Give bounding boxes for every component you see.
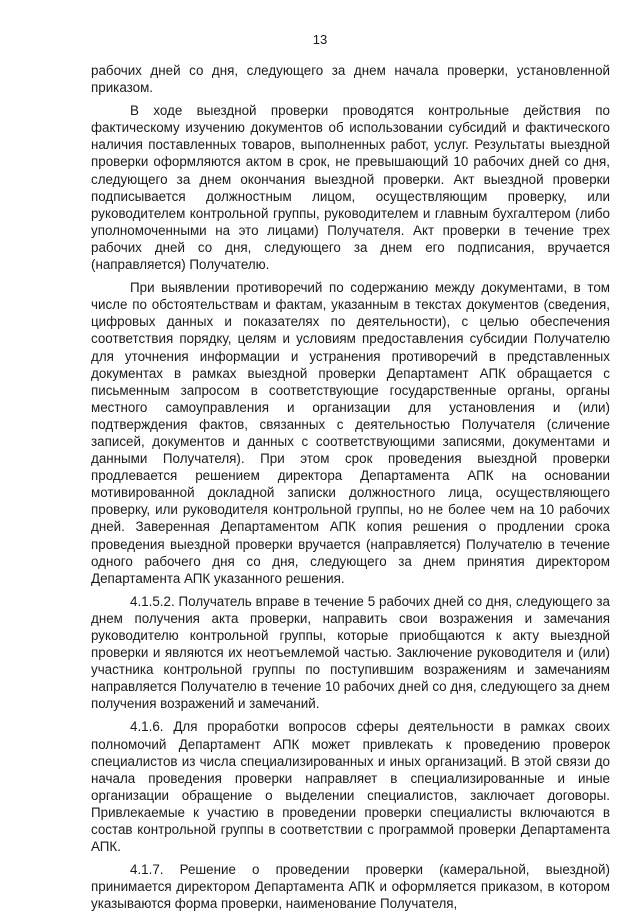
paragraph-field-inspection: В ходе выездной проверки проводятся контрольные действия по фактическому изучению документов об использовании субсидий и фактического наличия поставленных товаров, выполненных работ, услуг. Результаты выездной проверки оформляются актом в срок, не превышающий 10 рабочих дней со дня, следующего за днем окончания выездной проверки. Акт выездной проверки подписывается должностным лицом, осуществляющим проверку, или руководителем контрольной группы, руководителем и главным бухгалтером (либо уполномоченными на это лицами) Получателя. Акт проверки в течение трех рабочих дней со дня, следующего за днем его подписания, вручается (направляется) Получателю. xyxy=(91,103,610,273)
paragraph-4-1-6: 4.1.6. Для проработки вопросов сферы деятельности в рамках своих полномочий Департамент АПК может привлекать к проведению проверок специалистов из числа специализированных и иных организаций. В этой связи до начала проведения проверки направляет в специализированные и иные организации обращение о выделении специалистов, заключает договоры. Привлекаемые к участию в проведении проверки специалисты включаются в состав контрольной группы в соответствии с программой проверки Департамента АПК. xyxy=(91,719,610,855)
document-body xyxy=(91,62,610,913)
paragraph-continuation: рабочих дней со дня, следующего за днем начала проверки, установленной приказом. xyxy=(91,63,610,96)
page-number: 13 xyxy=(312,32,328,47)
paragraph-contradictions: При выявлении противоречий по содержанию между документами, в том числе по обстоятельствам и фактам, указанным в текстах документов (сведения, цифровых данных и показателях по деятельности), с целью обеспечения соответствия порядку, целям и условиям предоставления субсидии Получателю для уточнения информации и устранения противоречий в представленных документах в рамках выездной проверки Департамент АПК обращается с письменным запросом в соответствующие государственные органы, органы местного самоуправления и организации для установления и (или) подтверждения фактов, связанных с деятельностью Получателя (сличение записей, документов и данных с соответствующими записями, документами и данными Получателя). При этом срок проведения выездной проверки продлевается решением директора Департамента АПК на основании мотивированной докладной записки должностного лица, осуществляющего проверку, или руководителя контрольной группы, но не более чем на 10 рабочих дней. Заверенная Департаментом АПК копия решения о продлении срока проведения выездной проверки вручается (направляется) Получателю в течение одного рабочего дня со дня, следующего за днем принятия директором Департамента АПК указанного решения. xyxy=(91,280,610,586)
paragraph-4-1-5-2: 4.1.5.2. Получатель вправе в течение 5 рабочих дней со дня, следующего за днем получения акта проверки, направить свои возражения и замечания руководителю контрольной группы, которые приобщаются к акту выездной проверки и являются их неотъемлемой частью. Заключение руководителя и (или) участника контрольной группы по поступившим возражениям и замечаниям направляется Получателю в течение 10 рабочих дней со дня, следующего за днем получения возражений и замечаний. xyxy=(91,593,610,712)
paragraph-4-1-7: 4.1.7. Решение о проведении проверки (камеральной, выездной) принимается директором Департамента АПК и оформляется приказом, в котором указываются форма проверки, наименование Получателя, xyxy=(91,862,610,912)
